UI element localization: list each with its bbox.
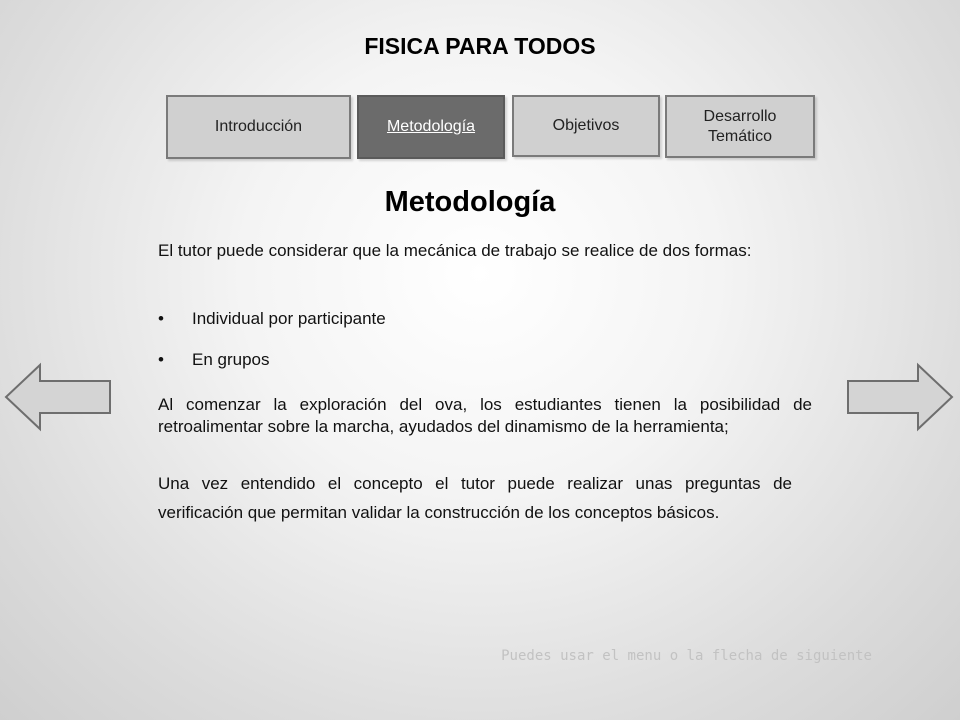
verification-paragraph: Una vez entendido el concepto el tutor puede realizar unas preguntas de verificación que permitan validar la construcción de los conceptos básicos. — [158, 474, 792, 522]
intro-paragraph: El tutor puede considerar que la mecánica de trabajo se realice de dos formas: — [158, 241, 752, 260]
tab-metodologia[interactable] — [357, 95, 505, 159]
tab-desarrollo-tematico-label: Desarrollo Temático — [703, 107, 777, 145]
bullet-icon: • — [158, 309, 164, 328]
tab-introduccion-label: Introducción — [214, 118, 303, 135]
footer-hint: Puedes usar el menu o la flecha de siguiente — [501, 648, 872, 664]
page-title: FISICA PARA TODOS — [364, 33, 596, 59]
list-item — [158, 350, 270, 370]
exploration-paragraph: Al comenzar la exploración del ova, los estudiantes tienen la posibilidad de retroalimentar sobre la marcha, ayudados del dinamismo de la herramienta; — [158, 395, 812, 436]
tab-metodologia-label[interactable]: Metodología — [386, 118, 476, 135]
list-item-text: En grupos — [192, 350, 270, 369]
list-item-text: Individual por participante — [192, 309, 386, 328]
arrow-right-icon[interactable] — [846, 362, 954, 432]
tab-desarrollo-tematico[interactable] — [665, 95, 815, 158]
tab-objetivos-label: Objetivos — [552, 117, 620, 134]
list-item — [158, 309, 386, 329]
section-heading: Metodología — [384, 186, 556, 218]
tab-introduccion[interactable] — [166, 95, 351, 159]
tab-objetivos[interactable] — [512, 95, 660, 157]
bullet-icon: • — [158, 350, 164, 369]
arrow-left-icon[interactable] — [4, 362, 112, 432]
